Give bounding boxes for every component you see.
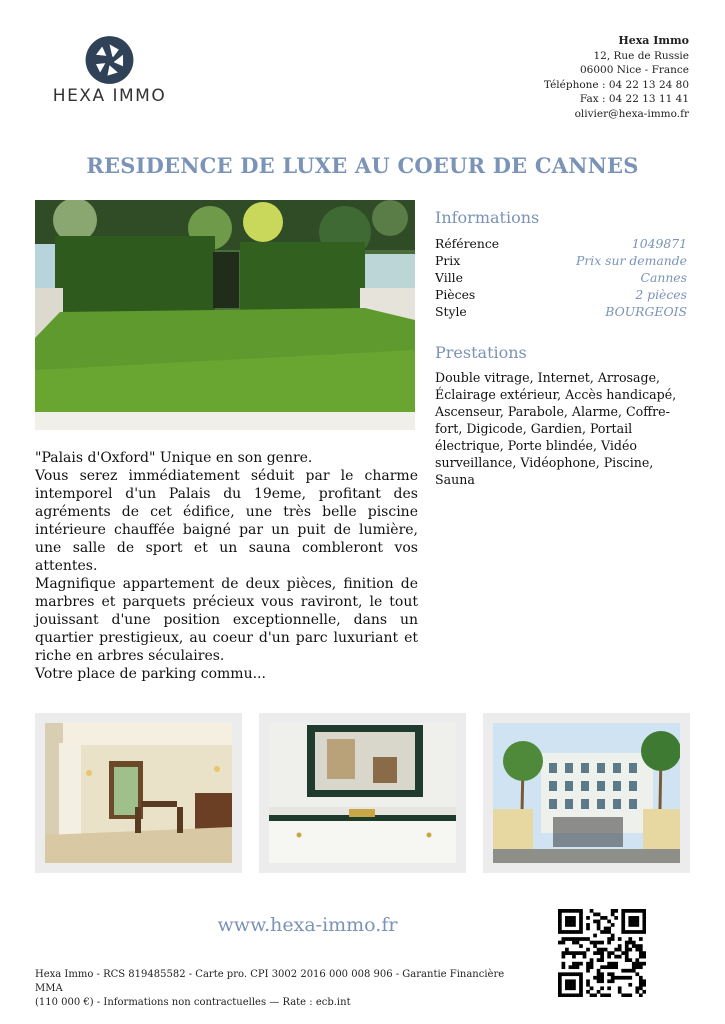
legal-line: Hexa Immo - RCS 819485582 - Carte pro. CPI 3002 2016 000 008 906 - Garantie Financière MMA [35, 969, 505, 994]
listing-description [35, 449, 418, 683]
prestations-title: Prestations [435, 343, 527, 362]
qr-code-graphic [558, 909, 646, 997]
description-paragraph: Vous serez immédiatement séduit par le charme intemporel d'un Palais du 19eme, profitant des agréments de cet édifice, une très belle piscine intérieure chauffée baigné par un puit de lumière, une salle de sport et un sauna combleront vos attentes. [35, 468, 418, 574]
agency-phone: Téléphone : 04 22 13 24 80 [543, 78, 689, 91]
description-paragraph: "Palais d'Oxford" Unique en son genre. [35, 450, 313, 466]
prestations-list: Double vitrage, Internet, Arrosage, Éclairage extérieur, Accès handicapé, Ascenseur, Parabole, Alarme, Coffre-fort, Digicode, Gardien, Portail électrique, Porte blindée, Vidéo surveillance, Vidéophone, Piscine, Sauna [435, 370, 677, 487]
agency-contact [544, 34, 689, 122]
info-row-city [435, 269, 687, 286]
info-label: Référence [435, 236, 500, 251]
legal-notice [35, 968, 535, 1010]
listing-title: RESIDENCE DE LUXE AU COEUR DE CANNES [86, 153, 639, 178]
info-label: Style [435, 304, 467, 319]
info-value: BOURGEOIS [605, 304, 687, 319]
info-label: Pièces [435, 287, 476, 302]
website-link[interactable]: www.hexa-immo.fr [217, 914, 398, 936]
dining-room-photo [45, 723, 232, 863]
info-row-price [435, 252, 687, 269]
agency-name: Hexa Immo [618, 34, 689, 47]
building-exterior-photo [493, 723, 680, 863]
description-paragraph: Votre place de parking commu... [35, 666, 266, 682]
aperture-logo-icon [82, 34, 137, 86]
info-value: 2 pièces [635, 287, 687, 302]
agency-logo [42, 34, 177, 114]
thumbnail-photo[interactable] [35, 713, 242, 873]
info-row-style [435, 303, 687, 320]
thumbnail-photo[interactable] [259, 713, 466, 873]
description-paragraph: Magnifique appartement de deux pièces, finition de marbres et parquets précieux vous raviront, le tout jouissant d'une position exceptionnelle, dans un quartier prestigieux, au coeur d'un parc luxuriant et riche en arbres séculaires. [35, 576, 418, 664]
agency-address: 12, Rue de Russie [593, 49, 689, 62]
info-label: Ville [435, 270, 463, 285]
thumbnail-photo[interactable] [483, 713, 690, 873]
info-value: 1049871 [631, 236, 687, 251]
info-row-rooms [435, 286, 687, 303]
informations-table [435, 235, 687, 320]
agency-city: 06000 Nice - France [579, 64, 689, 77]
qr-code [558, 909, 646, 997]
logo-text: HEXA IMMO [52, 86, 167, 106]
informations-title: Informations [435, 208, 540, 227]
agency-fax: Fax : 04 22 13 11 41 [579, 93, 689, 106]
info-value: Cannes [640, 270, 687, 285]
bathroom-photo [269, 723, 456, 863]
info-label: Prix [435, 253, 461, 268]
info-row-reference [435, 235, 687, 252]
info-value: Prix sur demande [576, 253, 687, 268]
legal-line: (110 000 €) - Informations non contractuelles — Rate : ecb.int [35, 997, 351, 1008]
garden-photo [35, 200, 415, 430]
agency-email[interactable]: olivier@hexa-immo.fr [574, 107, 689, 120]
main-photo [35, 200, 415, 430]
